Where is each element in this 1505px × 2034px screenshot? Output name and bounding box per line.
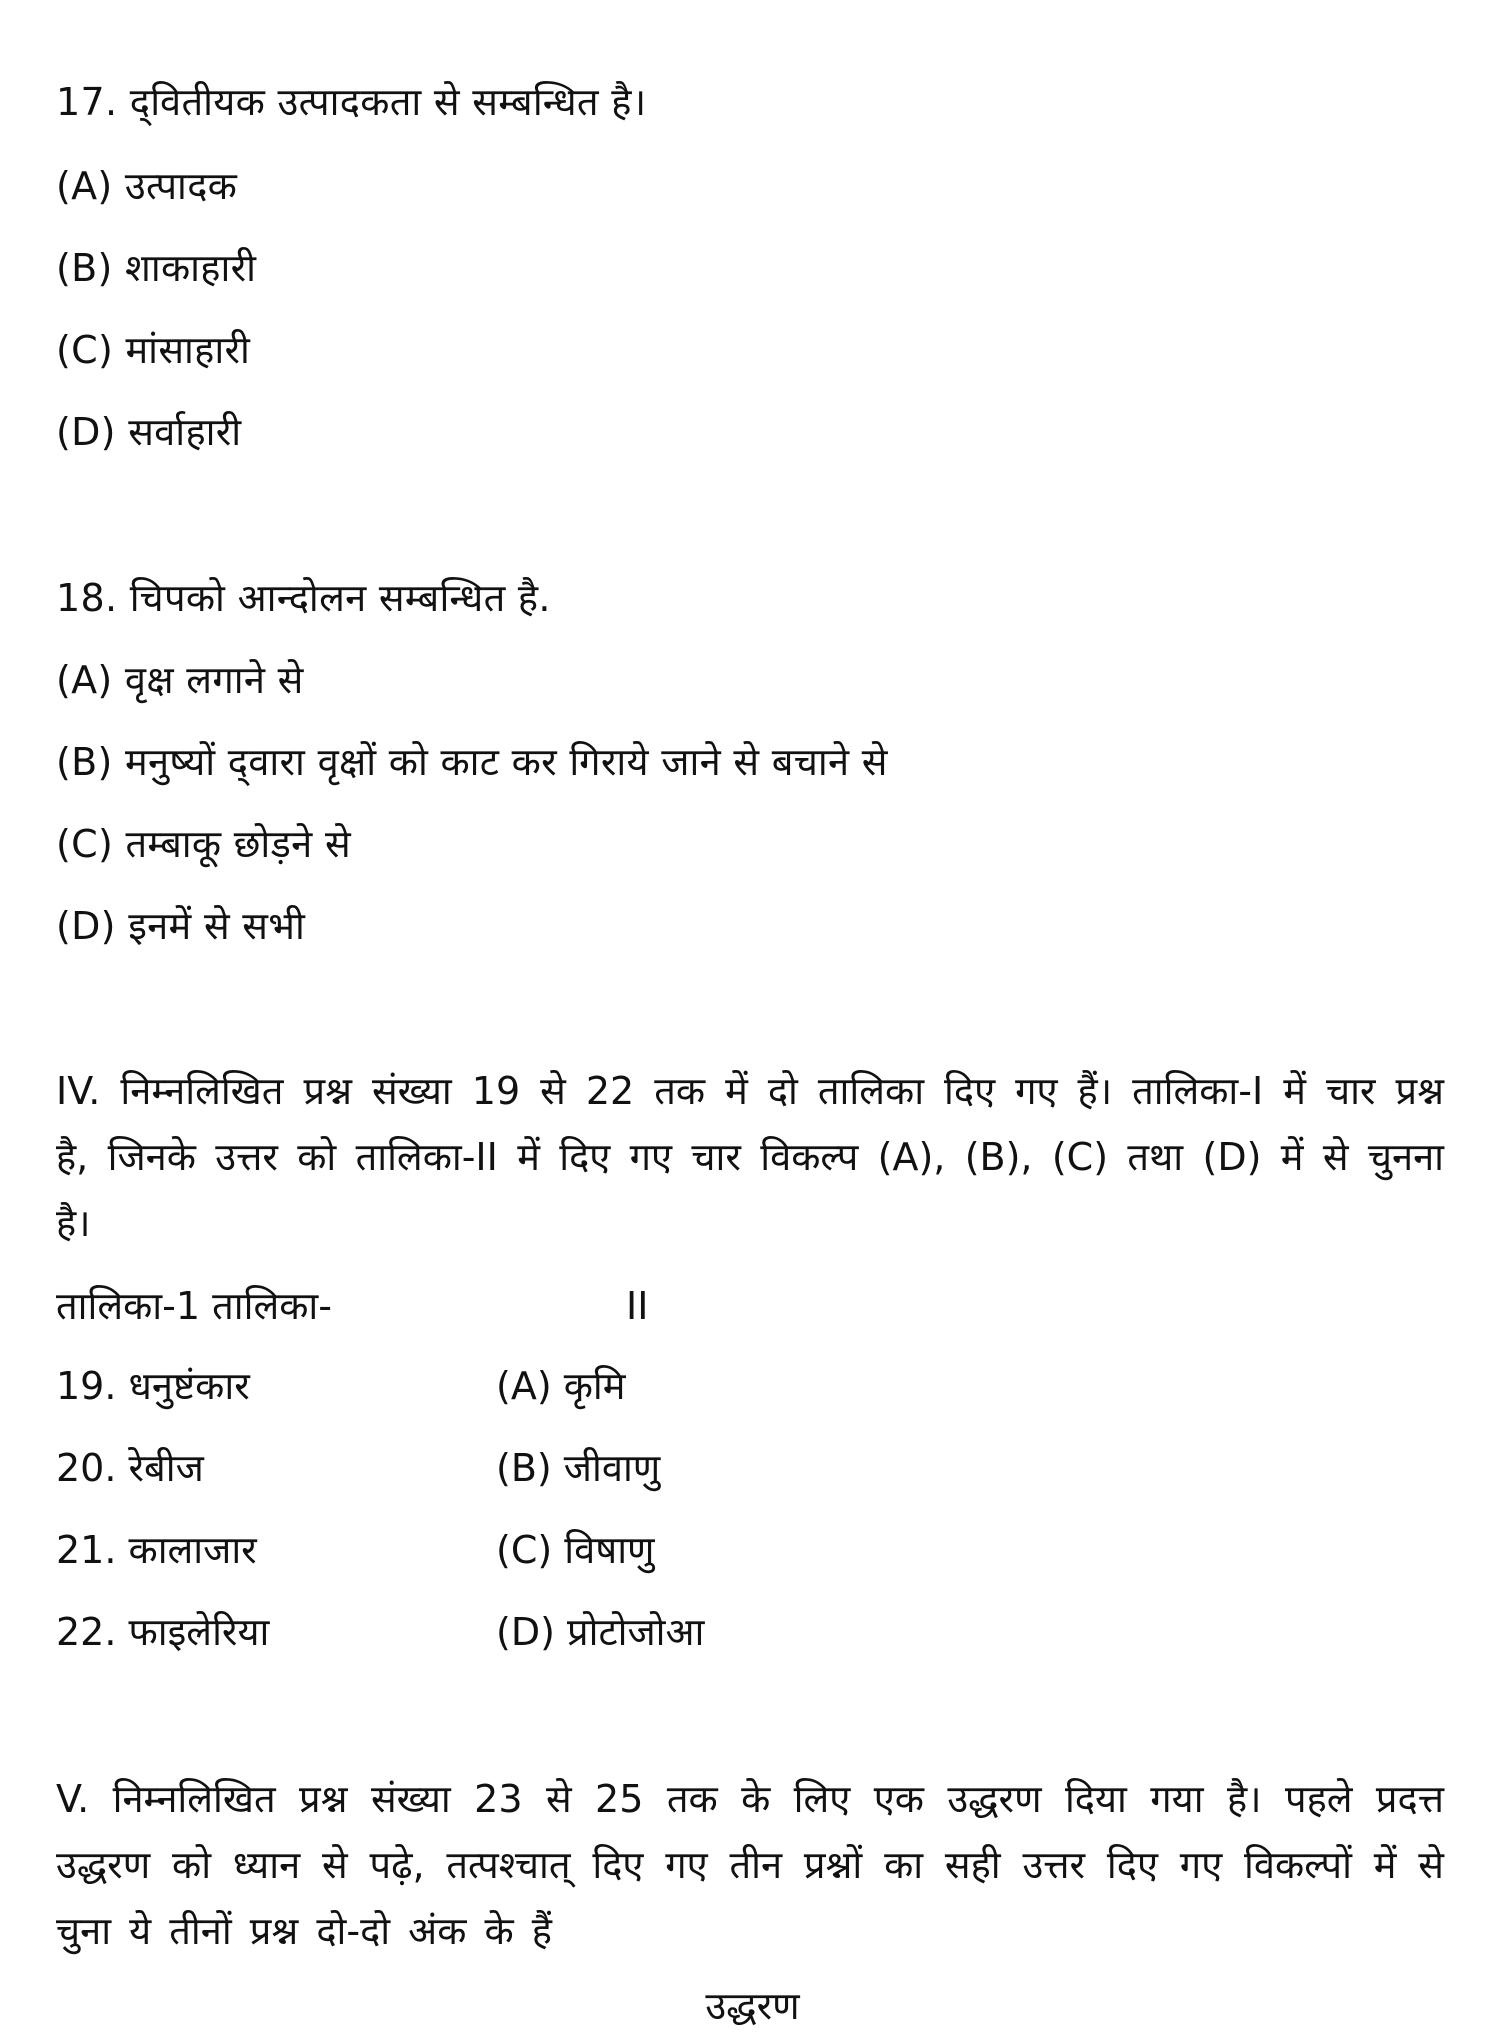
match-option: (D) प्रोटोजोआ: [496, 1610, 705, 1654]
excerpt-heading: उद्धरण: [705, 1984, 800, 2028]
match-question: 21. कालाजार: [56, 1528, 257, 1572]
table1-heading: तालिका-1 तालिका-: [56, 1284, 332, 1328]
table2-heading: II: [626, 1284, 649, 1328]
section4-instruction: IV. निम्नलिखित प्रश्न संख्या 19 से 22 तक में दो तालिका दिए गए हैं। तालिका-I में चार प्रश्न है, जिनके उत्तर को तालिका-II में दिए गए चार विकल्प (A), (B), (C) तथा (D) में से चुनना है।: [56, 1069, 1444, 1245]
match-option: (C) विषाणु: [496, 1528, 655, 1572]
match-row: [56, 1446, 956, 1490]
q18-question: 18. चिपको आन्दोलन सम्बन्धित है.: [56, 576, 551, 620]
section5-instruction: V. निम्नलिखित प्रश्न संख्या 23 से 25 तक के लिए एक उद्धरण दिया गया है। पहले प्रदत्त उद्धरण को ध्यान से पढ़े, तत्पश्चात् दिए गए तीन प्रश्नों का सही उत्तर दिए गए विकल्पों में से चुना ये तीनों प्रश्न दो-दो अंक के हैं: [56, 1777, 1444, 1953]
q17-option-a: (A) उत्पादक: [56, 164, 238, 208]
match-row: [56, 1610, 956, 1654]
q17-option-d: (D) सर्वाहारी: [56, 410, 242, 454]
match-question: 20. रेबीज: [56, 1446, 204, 1490]
q17-option-b: (B) शाकाहारी: [56, 246, 257, 290]
match-option: (B) जीवाणु: [496, 1446, 661, 1490]
match-row: [56, 1528, 956, 1572]
match-table-header: [56, 1284, 756, 1328]
q18-option-d: (D) इनमें से सभी: [56, 904, 306, 948]
q18-option-a: (A) वृक्ष लगाने से: [56, 658, 304, 702]
q17-option-c: (C) मांसाहारी: [56, 328, 251, 372]
match-question: 19. धनुष्टंकार: [56, 1364, 250, 1408]
match-question: 22. फाइलेरिया: [56, 1610, 270, 1654]
q17-question: 17. द्‌वितीयक उत्पादकता से सम्बन्धित है।: [56, 80, 647, 124]
q18-option-b: (B) मनुष्यों द्‌वारा वृक्षों को काट कर गिराये जाने से बचाने से: [56, 740, 888, 784]
match-row: [56, 1364, 956, 1408]
match-option: (A) कृमि: [496, 1364, 626, 1408]
q18-option-c: (C) तम्बाकू छोड़ने से: [56, 822, 351, 866]
